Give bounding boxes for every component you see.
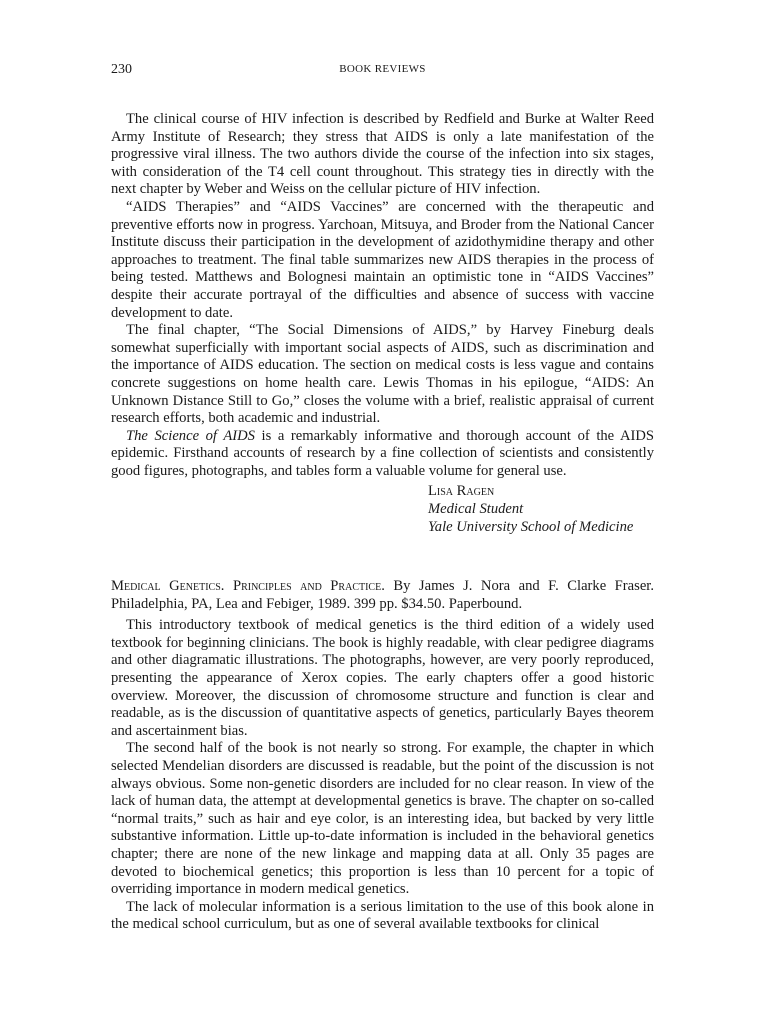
review-2-heading	[111, 578, 654, 613]
review-2-paragraph-1: This introductory textbook of medical genetics is the third edition of a widely used textbook for beginning clinicians. The book is highly readable, with clear pedigree diagrams and other diagramatic illustrations. The photographs, however, are very poorly reproduced, presenting the appearance of Xerox copies. The early chapters offer a good historic overview. Moreover, the discussion of chromosome structure and function is clear and readable, as is the discussion of quantitative aspects of genetics, particularly Bayes theorem and ascertainment bias.	[111, 617, 654, 739]
review-1-closing-title: The Science of AIDS	[126, 427, 255, 444]
review-1-paragraph-1: The clinical course of HIV infection is described by Redfield and Burke at Walter Reed Army Institute of Research; they stress that AIDS is only a late manifestation of the progressive viral illness. The two authors divide the course of the infection into six stages, with consideration of the T4 cell count throughout. This strategy ties in directly with the next chapter by Weber and Weiss on the cellular picture of HIV infection.	[111, 111, 654, 198]
reviewer-affiliation: Yale University School of Medicine	[428, 518, 634, 535]
review-1-closing-text: is a remarkably informative and thorough account of the AIDS epidemic. Firsthand accounts of research by a fine collection of scientists and consistently good figures, photographs, and tables form a valuable volume for general use.	[111, 427, 655, 479]
review-1-paragraph-2: “AIDS Therapies” and “AIDS Vaccines” are concerned with the therapeutic and preventive efforts now in progress. Yarchoan, Mitsuya, and Broder from the National Cancer Institute discuss their participation in the development of azidothymidine therapy and other approaches to treatment. The final table summarizes new AIDS therapies in the process of being tested. Matthews and Bolognesi maintain an optimistic tone in “AIDS Vaccines” despite their accurate portrayal of the difficulties and absence of success with vaccine development to date.	[111, 198, 654, 321]
review-2-citation: By James J. Nora and F. Clarke Fraser. Philadelphia, PA, Lea and Febiger, 1989. 399 pp. $34.50. Paperbound.	[111, 578, 654, 612]
review-2-paragraph-2: The second half of the book is not nearly so strong. For example, the chapter in which selected Mendelian disorders are discussed is readable, but the point of the discussion is not always obvious. Some non-genetic disorders are included for no clear reason. In view of the lack of human data, the attempt at developmental genetics is brave. The chapter on so-called “normal traits,” such as hair and eye color, is an interesting idea, but backed by very little substantive information. Little up-to-date information is included in the behavioral genetics chapter; there are none of the new linkage and mapping data at all. Only 35 pages are devoted to biochemical genetics; this proportion is less than 10 percent for a topic of overriding importance in modern medical genetics.	[111, 740, 654, 898]
review-2-paragraph-3: The lack of molecular information is a serious limitation to the use of this book alone in the medical school curriculum, but as one of several available textbooks for clinical	[111, 898, 654, 933]
running-head: BOOK REVIEWS	[339, 63, 426, 75]
review-2-book-title: Medical Genetics. Principles and Practice.	[111, 578, 385, 594]
review-1-paragraph-4	[111, 428, 654, 481]
page-header	[111, 62, 654, 82]
review-1-paragraph-3: The final chapter, “The Social Dimensions of AIDS,” by Harvey Fineburg deals somewhat superficially with important social aspects of AIDS, such as discrimination and the importance of AIDS education. The section on medical costs is less vague and contains concrete suggestions on home health care. Lewis Thomas in his epilogue, “AIDS: An Unknown Distance Still to Go,” closes the volume with a brief, realistic appraisal of current research efforts, both academic and industrial.	[111, 322, 654, 427]
review-1-signature	[428, 483, 654, 536]
reviewer-name: Lisa Ragen	[428, 483, 495, 500]
review-1-continued	[111, 111, 654, 536]
reviewer-title: Medical Student	[428, 501, 524, 518]
page-number: 230	[111, 62, 132, 77]
review-2	[111, 578, 654, 934]
